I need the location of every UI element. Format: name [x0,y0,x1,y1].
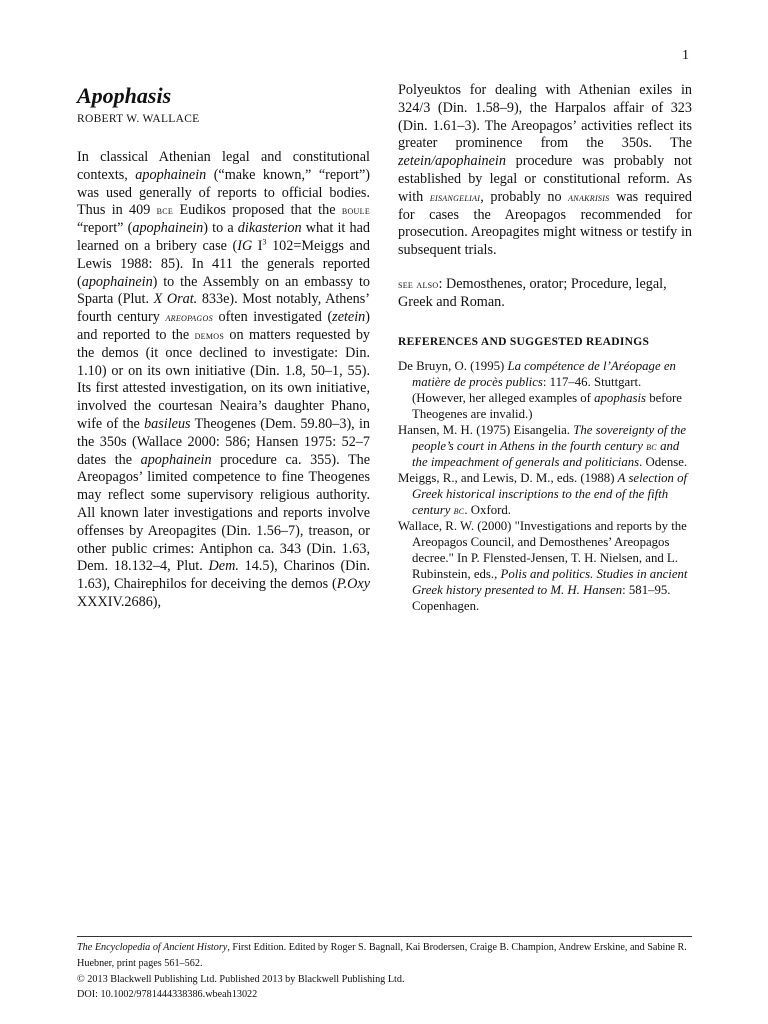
reference-item: Hansen, M. H. (1975) Eisangelia. The sovereignty of the people’s court in Athens in the fourth century bc and the impeachment of generals and politicians. Odense. [398,422,688,469]
publication-footer [77,936,692,1003]
right-column [398,82,692,614]
article-author: ROBERT W. WALLACE [77,113,200,125]
article-title: Apophasis [77,83,172,108]
article-body-part-1: In classical Athenian legal and constitutional contexts, apophainein (“make known,” “report”) was used generally of reports to official bodies. Thus in 409 bce Eudikos proposed that the boule “report” (apophainein) to a dikasterion what it had learned on a bribery case (IG $I^3$ 102=Meiggs and Lewis 1988: 85). In 411 the generals reported (apophainein) to the Assembly on an embassy to Sparta (Plut. X Orat. 833e). Most notably, Athens’ fourth century areopagos often investigated (zetein) and reported to the demos on matters requested by the demos (it once declined to investigate: Din. 1.10) or on its own initiative (Din. 1.8, 50–1, 55). Its first attested investigation, on its own initiative, involved the courtesan Neaira’s daughter Phano, wife of the basileus Theogenes (Dem. 59.80–3), in the 350s (Wallace 2000: 586; Hansen 1975: 52–7 dates the apophainein procedure ca. 355). The Areopagos’ limited competence to fine Theogenes may reflect some supervisory religious authority. All known later investigations and reports involve offenses by Areopagites (Din. 1.56–7), treason, or other public crimes: Antiphon ca. 343 (Din. 1.63, Dem. 18.132–4, Plut. Dem. 14.5), Charinos (Din. 1.63), Chairephilos for deceiving the demos (P.Oxy XXXIV.2686), [77,149,371,610]
reference-item: Meiggs, R., and Lewis, D. M., eds. (1988) A selection of Greek historical inscriptions to the end of the fifth century bc. Oxford. [398,470,688,517]
footer-doi: DOI: 10.1002/9781444338386.wbeah13022 [77,989,258,1001]
page-number: 1 [682,48,689,63]
reference-item: Wallace, R. W. (2000) "Investigations and reports by the Areopagos Council, and Demosthenes’ Areopagos decree." In P. Flensted-Jensen, T. H. Nielsen, and L. Rubinstein, eds., Polis and politics. Studies in ancient Greek history presented to M. H. Hansen: 581–95. Copenhagen. [398,518,688,613]
references-list [398,358,692,614]
footer-citation: The Encyclopedia of Ancient History, First Edition. Edited by Roger S. Bagnall, Kai Brodersen, Craige B. Champion, Andrew Erskine, and Sabine R. Huebner, print pages 561–562. [77,942,687,969]
references-heading: REFERENCES AND SUGGESTED READINGS [398,335,650,348]
see-also: see also: Demosthenes, orator; Procedure, legal, Greek and Roman. [398,275,667,310]
footer-copyright: © 2013 Blackwell Publishing Ltd. Published 2013 by Blackwell Publishing Ltd. [77,973,405,985]
reference-item: De Bruyn, O. (1995) La compétence de l’Aréopage en matière de procès publics: 117–46. Stuttgart. (However, her alleged examples of apophasis before Theogenes are invalid.) [398,358,682,421]
left-column [77,82,370,612]
article-body-part-2: Polyeuktos for dealing with Athenian exiles in 324/3 (Din. 1.58–9), the Harpalos affair of 323 (Din. 1.61–3). The Areopagos’ activities reflect its greater prominence from the 350s. The zetein/apophainein procedure was probably not established by legal or constitutional reform. As with eisangeliai, probably no anakrisis was required for cases the Areopagos recommended for prosecution. Areopagites might witness or testify in subsequent trials. [398,82,692,259]
